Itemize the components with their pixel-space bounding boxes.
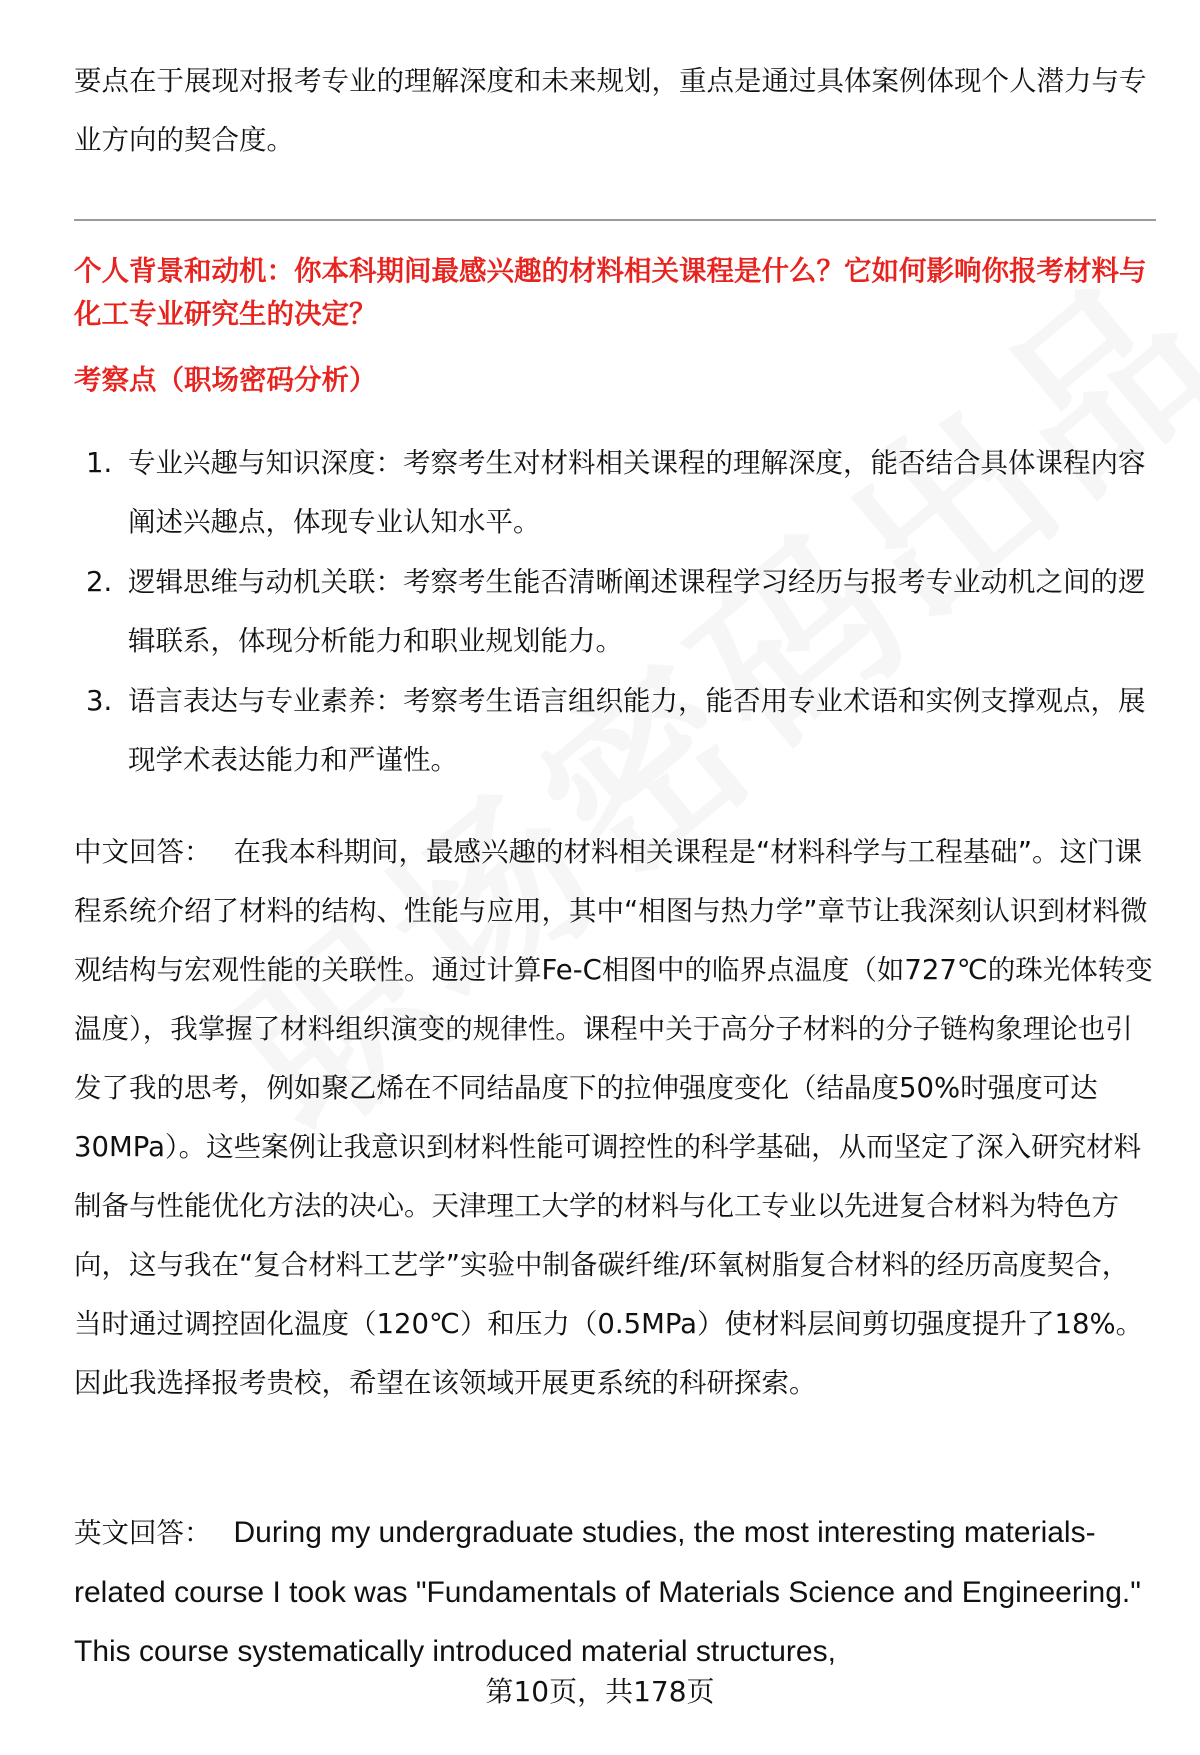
chinese-answer-label: 中文回答： — [74, 836, 212, 868]
list-item-number: 2. — [86, 566, 113, 598]
list-item-text: 语言表达与专业素养：考察考生语言组织能力，能否用专业术语和实例支撑观点，展现学术表达能力和严谨性。 — [128, 685, 1146, 776]
question-heading: 个人背景和动机：你本科期间最感兴趣的材料相关课程是什么？它如何影响你报考材料与化工专业研究生的决定？ — [74, 255, 1147, 330]
list-item-number: 3. — [86, 685, 113, 717]
intro-paragraph: 要点在于展现对报考专业的理解深度和未来规划，重点是通过具体案例体现个人潜力与专业方向的契合度。 — [74, 65, 1147, 156]
list-item — [74, 553, 1156, 671]
chinese-answer-text: 在我本科期间，最感兴趣的材料相关课程是“材料科学与工程基础”。这门课程系统介绍了材料的结构、性能与应用，其中“相图与热力学”章节让我深刻认识到材料微观结构与宏观性能的关联性。通过计算Fe-C相图中的临界点温度（如727℃的珠光体转变温度），我掌握了材料组织演变的规律性。课程中关于高分子材料的分子链构象理论也引发了我的思考，例如聚乙烯在不同结晶度下的拉伸强度变化（结晶度50%时强度可达30MPa）。这些案例让我意识到材料性能可调控性的科学基础，从而坚定了深入研究材料制备与性能优化方法的决心。天津理工大学的材料与化工专业以先进复合材料为特色方向，这与我在“复合材料工艺学”实验中制备碳纤维/环氧树脂复合材料的经历高度契合，当时通过调控固化温度（120℃）和压力（0.5MPa）使材料层间剪切强度提升了18%。因此我选择报考贵校，希望在该领域开展更系统的科研探索。 — [74, 836, 1153, 1399]
list-item — [74, 672, 1156, 790]
english-answer — [74, 1503, 1156, 1681]
list-item-text: 专业兴趣与知识深度：考察考生对材料相关课程的理解深度，能否结合具体课程内容阐述兴趣点，体现专业认知水平。 — [128, 447, 1146, 538]
divider — [74, 219, 1156, 221]
list-item-number: 1. — [86, 447, 113, 479]
points-heading: 考察点（职场密码分析） — [74, 364, 377, 396]
page-number: 第10页，共178页 — [485, 1675, 715, 1708]
english-answer-label: 英文回答： — [74, 1517, 212, 1549]
english-answer-text: During my undergraduate studies, the most interesting materials-related course I took was "Fundamentals of Materials Science and Engineering." This course systematically introduced material structures, — [74, 1516, 1141, 1668]
points-list — [74, 434, 1156, 791]
chinese-answer — [74, 823, 1156, 1413]
list-item-text: 逻辑思维与动机关联：考察考生能否清晰阐述课程学习经历与报考专业动机之间的逻辑联系，体现分析能力和职业规划能力。 — [128, 566, 1146, 657]
list-item — [74, 434, 1156, 552]
